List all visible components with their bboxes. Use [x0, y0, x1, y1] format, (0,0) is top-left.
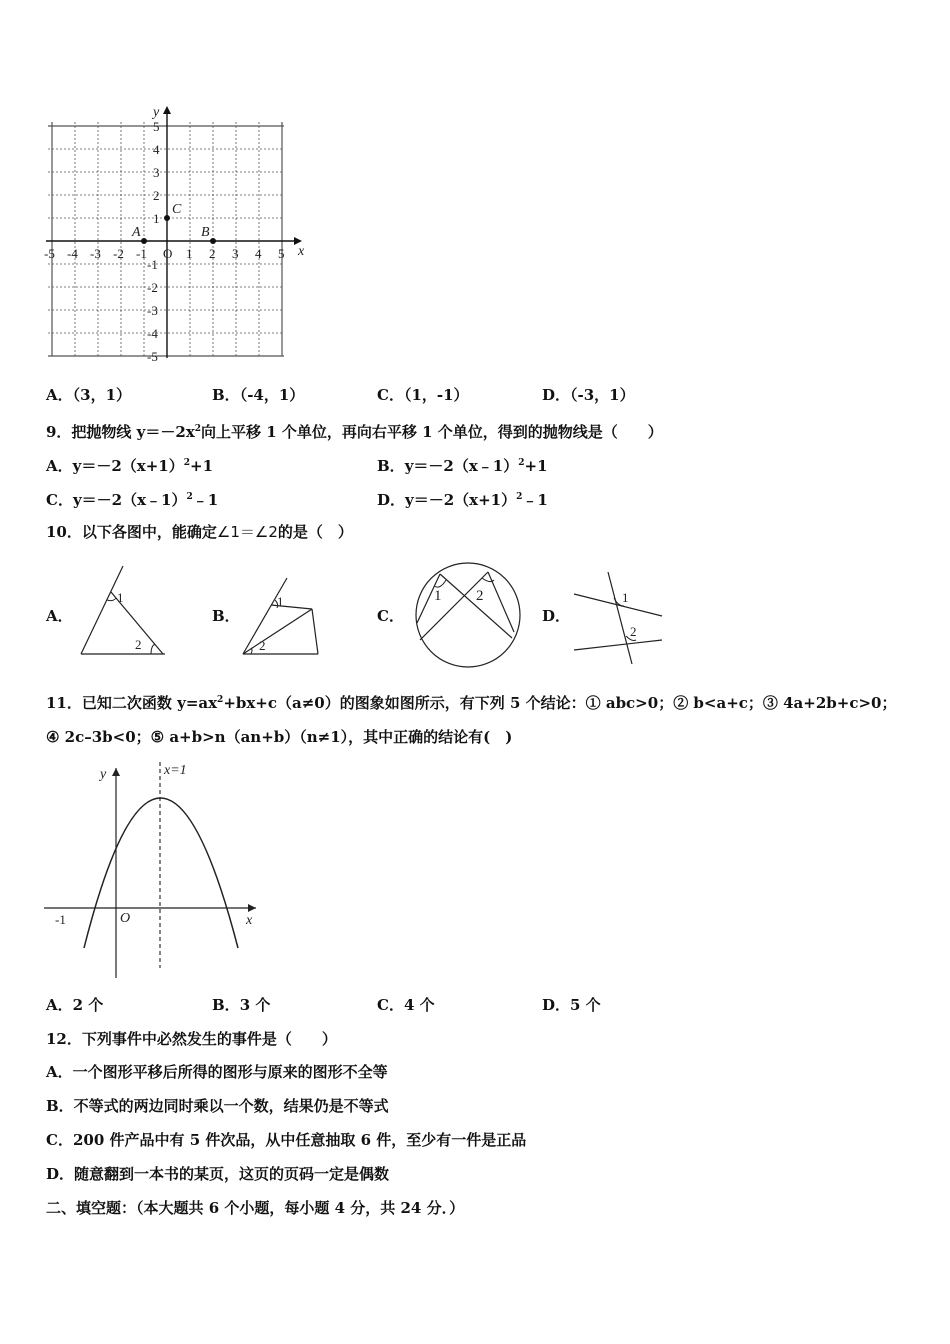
fig-d-line-2	[574, 640, 662, 650]
q8-option-a[interactable]: A．（3，1）	[46, 386, 132, 404]
q10-option-b[interactable]: B．	[212, 607, 240, 625]
fig-b-label-1: 1	[277, 594, 284, 609]
x-tick-label: -1	[136, 246, 147, 261]
point-a	[141, 238, 147, 244]
fig-b-label-2: 2	[259, 638, 266, 653]
x-tick-label: -4	[67, 246, 78, 261]
section2-heading: 二、填空题：（本大题共 6 个小题，每小题 4 分，共 24 分．）	[46, 1199, 465, 1217]
q8-option-d[interactable]: D．（-3，1）	[542, 386, 635, 404]
x-tick-label: 2	[209, 246, 216, 261]
q10-figure-a	[75, 562, 170, 662]
q11-stem-line2: ④ 2c–3b<0；⑤ a+b>n（an+b）（n≠1），其中正确的结论有( )	[46, 728, 513, 746]
y-axis-arrow	[112, 768, 120, 776]
point-label-c: C	[172, 202, 182, 217]
x-tick-label: -5	[44, 246, 55, 261]
fig-b-line-3	[312, 609, 318, 654]
q10-option-c[interactable]: C．	[377, 607, 404, 625]
origin-label: O	[120, 911, 131, 926]
x-tick-label: 5	[278, 246, 285, 261]
y-tick-label: -3	[147, 303, 158, 318]
symmetry-axis-label: x=1	[164, 763, 187, 778]
x-tick-label: O	[163, 246, 173, 261]
q11-option-c[interactable]: C．4 个	[377, 996, 435, 1014]
y-tick-label: 5	[153, 119, 160, 134]
q10-option-a[interactable]: A．	[46, 607, 73, 625]
y-tick-label: 3	[153, 165, 160, 180]
q12-option-a[interactable]: A．一个图形平移后所得的图形与原来的图形不全等	[46, 1063, 388, 1081]
y-tick-label: -2	[147, 280, 158, 295]
fig-c-label-2: 2	[476, 588, 484, 604]
fig-a-label-1: 1	[117, 590, 124, 605]
tick-labels	[44, 105, 305, 364]
q9-option-c[interactable]: C．y＝－2（x﹣1）$^2$﹣1	[46, 491, 219, 509]
fig-b-arc-2	[251, 648, 252, 654]
y-tick-label: -5	[147, 349, 158, 364]
x-tick-label: -3	[90, 246, 101, 261]
x-tick-label: 1	[186, 246, 193, 261]
q11-option-b[interactable]: B．3 个	[212, 996, 271, 1014]
q10-option-d[interactable]: D．	[542, 607, 571, 625]
x-tick-label: -2	[113, 246, 124, 261]
q10-figure-b	[235, 572, 325, 662]
y-axis-label: y	[100, 767, 107, 782]
x-tick-label: 4	[255, 246, 262, 261]
y-tick-label: 1	[153, 211, 160, 226]
point-c	[164, 215, 170, 221]
fig-b-line-5	[243, 609, 312, 654]
fig-a-line-1	[81, 566, 123, 654]
fig-a-label-2: 2	[135, 637, 142, 652]
q11-option-d[interactable]: D．5 个	[542, 996, 601, 1014]
x-axis-label: x	[246, 913, 253, 928]
y-tick-label: 2	[153, 188, 160, 203]
q12-stem: 12．下列事件中必然发生的事件是（ ）	[46, 1030, 337, 1048]
fig-a-arc-1	[107, 598, 116, 601]
neg-one-label: -1	[55, 912, 66, 927]
q9-option-b[interactable]: B．y＝－2（x﹣1）$^2$+1	[377, 457, 548, 475]
fig-c-label-1: 1	[434, 588, 442, 604]
grid-lines	[48, 122, 284, 356]
x-tick-label: 3	[232, 246, 239, 261]
q10-figure-c	[410, 560, 526, 672]
q9-stem: 9．把抛物线 $y=-2x^2$向上平移 1 个单位，再向右平移 1 个单位，得到的抛物线是（ ）	[46, 423, 663, 441]
y-axis-label: y	[153, 105, 160, 120]
x-axis-arrow	[248, 904, 256, 912]
q11-stem-line1: 11．已知二次函数 $y=ax^2+bx+c(a\ne 0)$的图象如图所示，有下列 5 个结论：① abc>0；② b<a+c；③ 4a+2b+c>0；	[46, 694, 897, 712]
y-tick-label: 4	[153, 142, 160, 157]
axes	[46, 106, 302, 358]
y-axis-arrow	[163, 106, 171, 114]
q8-option-b[interactable]: B．（-4，1）	[212, 386, 305, 404]
q8-option-c[interactable]: C．（1，-1）	[377, 386, 469, 404]
fig-d-label-2: 2	[630, 624, 637, 639]
y-tick-label: -1	[147, 257, 158, 272]
q8-coordinate-grid	[40, 100, 320, 375]
q9-option-a[interactable]: A．$y=-2(x+1)^2+1$	[46, 457, 214, 475]
fig-c-chord-3	[420, 572, 488, 640]
fig-c-circle	[416, 563, 520, 667]
point-b	[210, 238, 216, 244]
x-axis-label: x	[298, 244, 305, 259]
q10-stem: 10．以下各图中，能确定∠1＝∠2的是（ ）	[46, 523, 353, 541]
fig-d-label-1: 1	[622, 590, 629, 605]
fig-d-transversal	[608, 572, 632, 664]
point-label-b: B	[201, 225, 210, 240]
point-label-a: A	[132, 225, 141, 240]
q12-option-d[interactable]: D．随意翻到一本书的某页，这页的页码一定是偶数	[46, 1165, 390, 1183]
parabola-curve	[84, 798, 238, 948]
fig-c-arc-2	[482, 578, 494, 582]
q9-option-d[interactable]: D．$y=-2(x+1)^2﹣1$	[377, 491, 548, 509]
fig-a-arc-2	[151, 644, 155, 654]
q12-option-b[interactable]: B．不等式的两边同时乘以一个数，结果仍是不等式	[46, 1097, 389, 1115]
q11-parabola-graph	[40, 758, 270, 983]
y-tick-label: -4	[147, 326, 158, 341]
q11-option-a[interactable]: A．2 个	[46, 996, 104, 1014]
q12-option-c[interactable]: C．200 件产品中有 5 件次品，从中任意抽取 6 件，至少有一件是正品	[46, 1131, 527, 1149]
q10-figure-d	[570, 568, 668, 666]
